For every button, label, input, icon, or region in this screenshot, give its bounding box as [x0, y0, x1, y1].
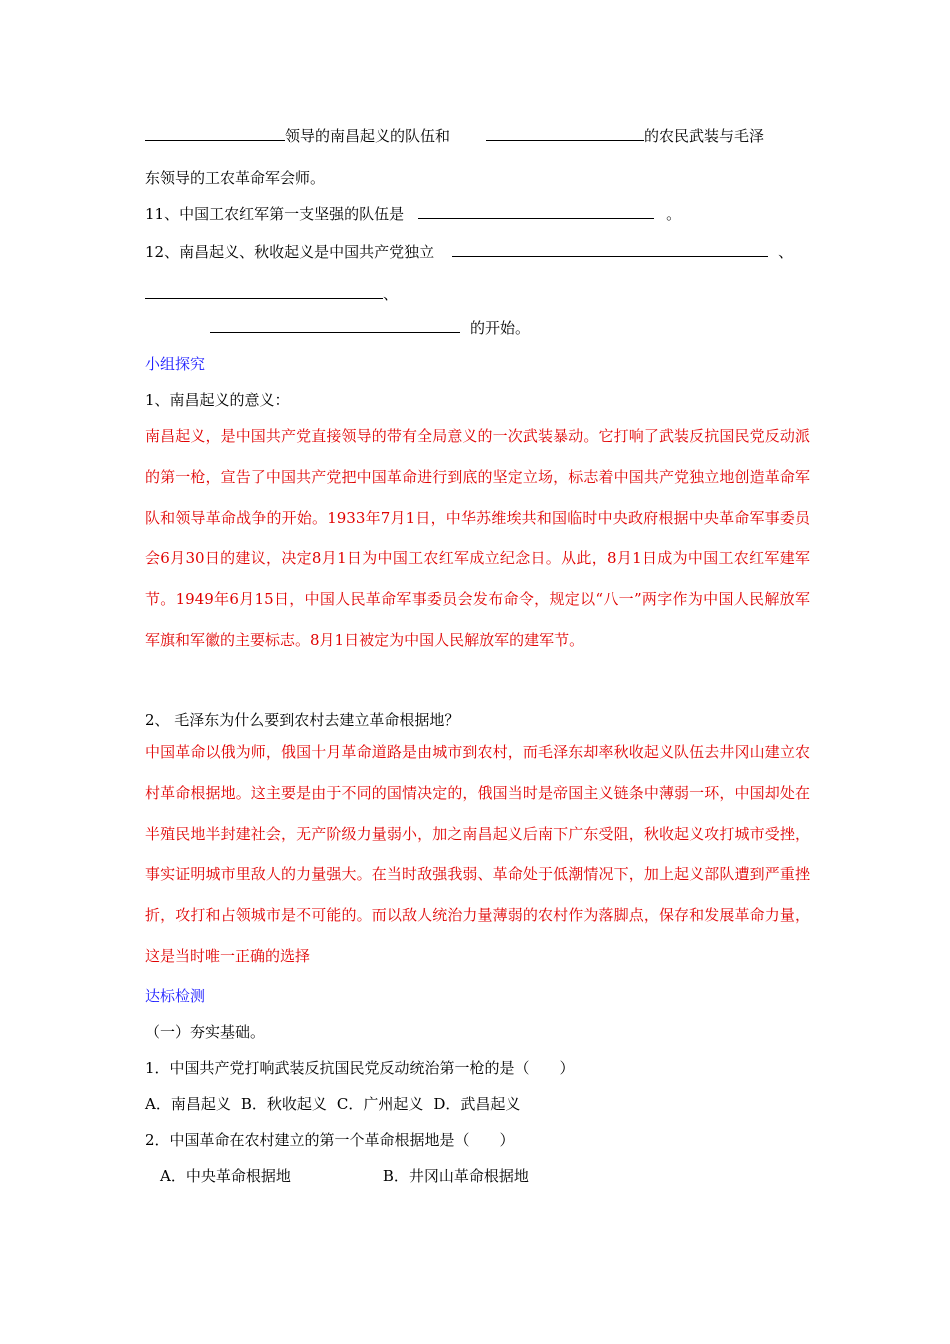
- blank-field[interactable]: [418, 204, 654, 219]
- punct: 、: [778, 243, 794, 261]
- blank-field[interactable]: [145, 284, 383, 299]
- test-question-1-options: [145, 1094, 520, 1114]
- test-section-1: （一）夯实基础。: [145, 1023, 266, 1041]
- question-12-line-2: [145, 284, 398, 304]
- fill-line-1: [145, 126, 764, 146]
- option-a[interactable]: A．中央革命根据地: [160, 1167, 291, 1185]
- test-question-2-options: [160, 1166, 529, 1186]
- question-end: 的开始。: [470, 319, 531, 337]
- question-12-line-3: [210, 318, 530, 338]
- option-c[interactable]: C．广州起义: [336, 1095, 424, 1113]
- blank-field[interactable]: [452, 242, 768, 257]
- option-b[interactable]: B．秋收起义: [240, 1095, 327, 1113]
- explore-question-2: 2、 毛泽东为什么要到农村去建立革命根据地？: [145, 711, 460, 729]
- test-question-2: 2．中国革命在农村建立的第一个革命根据地是（ ）: [145, 1131, 515, 1149]
- option-b[interactable]: B．井冈山革命根据地: [382, 1167, 529, 1185]
- option-d[interactable]: D．武昌起义: [433, 1095, 521, 1113]
- test-question-1: 1．中国共产党打响武装反抗国民党反动统治第一枪的是（ ）: [145, 1059, 575, 1077]
- section-heading-group-explore: 小组探究: [145, 355, 206, 373]
- blank-field[interactable]: [486, 126, 644, 141]
- fill-text: 的农民武装与毛泽: [644, 127, 765, 145]
- explore-answer-1: 南昌起义，是中国共产党直接领导的带有全局意义的一次武装暴动。它打响了武装反抗国民党反动派的第一枪，宣告了中国共产党把中国革命进行到底的坚定立场，标志着中国共产党独立地创造革命军队和领导革命战争的开始。1933年7月1日，中华苏维埃共和国临时中央政府根据中央革命军事委员会6月30日的建议，决定8月1日为中国工农红军成立纪念日。从此，8月1日成为中国工农红军建军节。1949年6月15日，中国人民革命军事委员会发布命令，规定以“八一”两字作为中国人民解放军军旗和军徽的主要标志。8月1日被定为中国人民解放军的建军节。: [145, 427, 810, 649]
- question-12: [145, 242, 793, 262]
- question-text: 11、中国工农红军第一支坚强的队伍是: [145, 205, 405, 223]
- option-a[interactable]: A．南昌起义: [145, 1095, 231, 1113]
- fill-line-2: 东领导的工农革命军会师。: [145, 169, 326, 187]
- fill-text: 领导的南昌起义的队伍和: [285, 127, 451, 145]
- blank-field[interactable]: [145, 126, 285, 141]
- question-11: [145, 204, 681, 224]
- explore-answer-2: 中国革命以俄为师，俄国十月革命道路是由城市到农村，而毛泽东却率秋收起义队伍去井冈山建立农村革命根据地。这主要是由于不同的国情决定的，俄国当时是帝国主义链条中薄弱一环，中国却处在半殖民地半封建社会，无产阶级力量弱小，加之南昌起义后南下广东受阻，秋收起义攻打城市受挫，事实证明城市里敌人的力量强大。在当时敌强我弱、革命处于低潮情况下，加上起义部队遭到严重挫折，攻打和占领城市是不可能的。而以敌人统治力量薄弱的农村作为落脚点，保存和发展革命力量，这是当时唯一正确的选择: [145, 743, 810, 965]
- section-heading-test: 达标检测: [145, 987, 206, 1005]
- blank-field[interactable]: [210, 318, 460, 333]
- punct: 、: [383, 285, 399, 303]
- question-text: 12、南昌起义、秋收起义是中国共产党独立: [145, 243, 435, 261]
- question-end: 。: [666, 205, 682, 223]
- explore-question-1: 1、南昌起义的意义：: [145, 391, 290, 409]
